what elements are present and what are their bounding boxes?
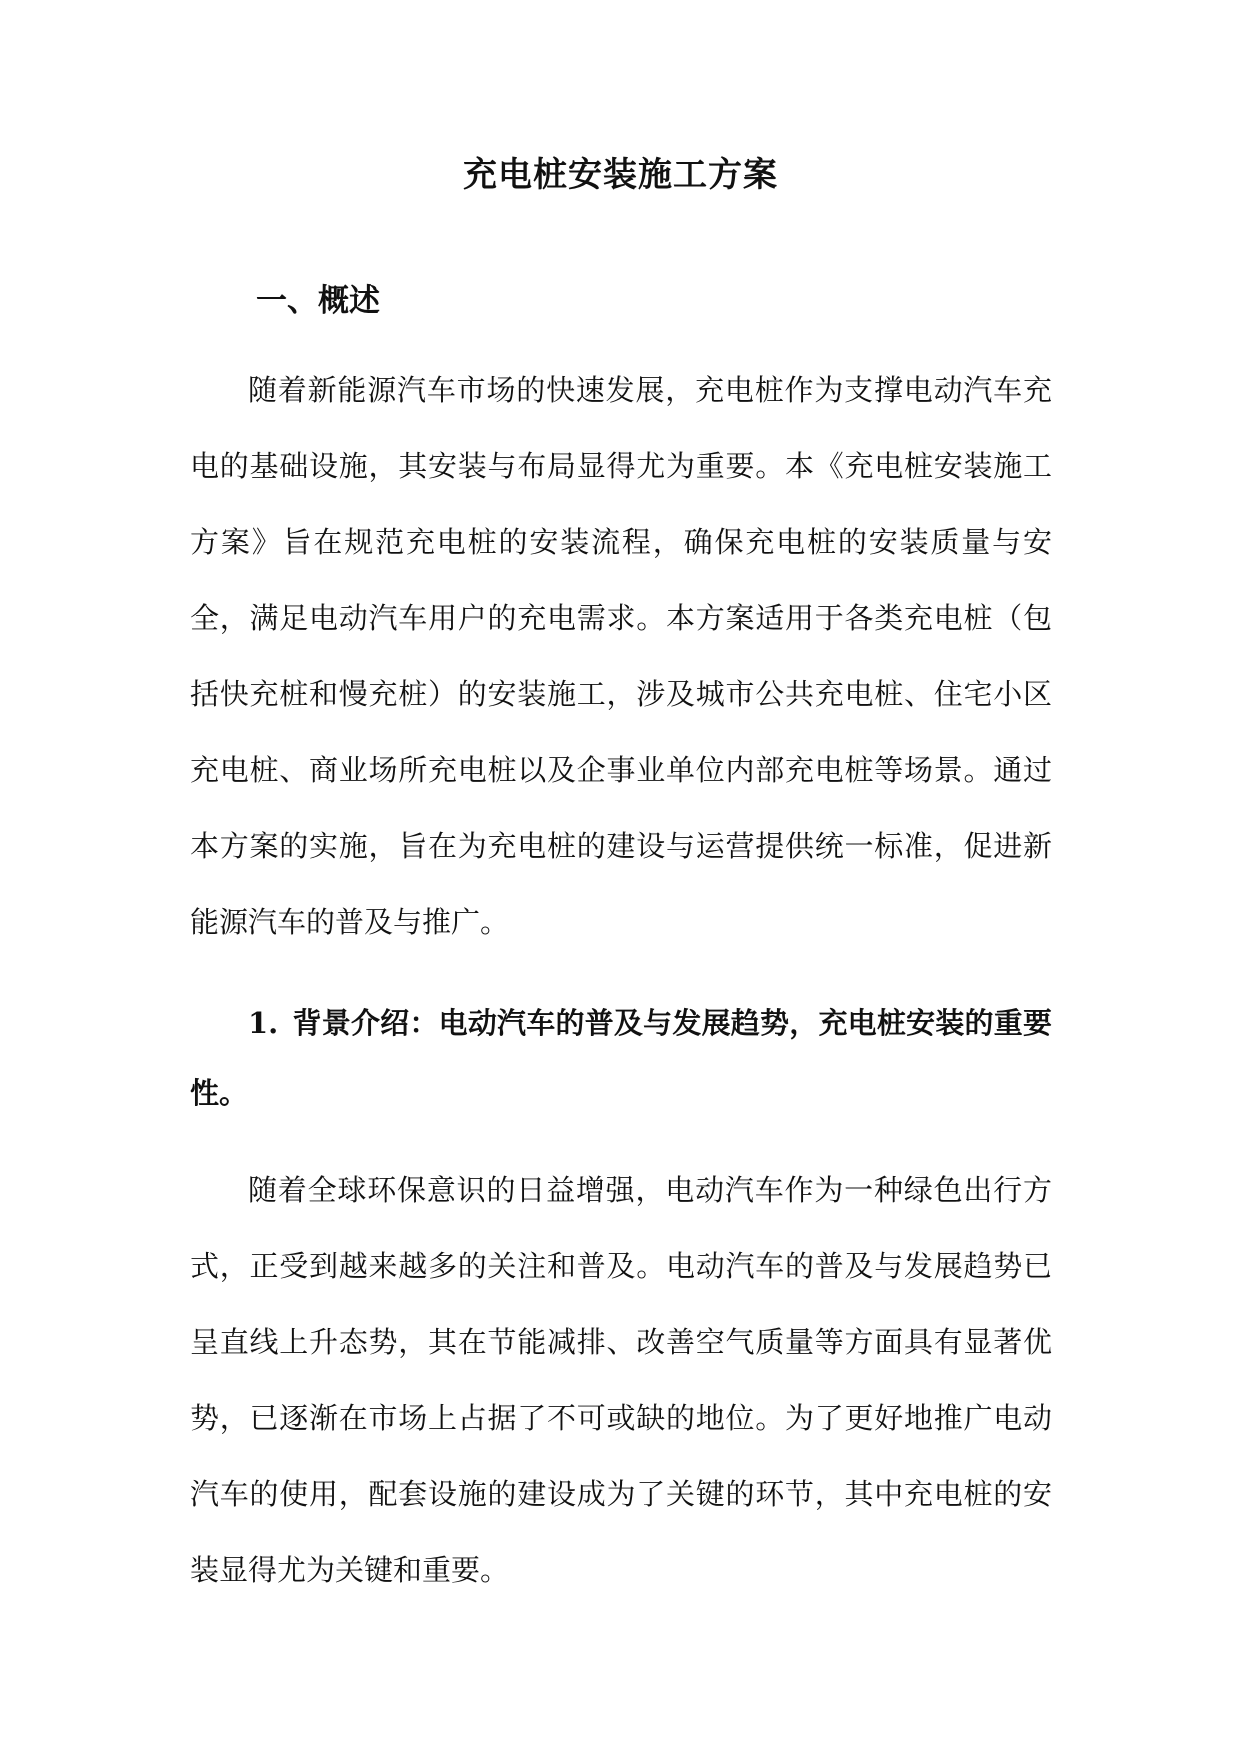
document-title: 充电桩安装施工方案: [463, 155, 778, 195]
numbered-subheading: [190, 988, 1052, 1128]
subheading-number: 1.: [248, 1006, 279, 1040]
subheading-text: 背景介绍：电动汽车的普及与发展趋势，充电桩安装的重要性。: [190, 1006, 1052, 1110]
section-heading: 一、概述: [256, 283, 380, 319]
background-paragraph: 随着全球环保意识的日益增强，电动汽车作为一种绿色出行方式，正受到越来越多的关注和普及。电动汽车的普及与发展趋势已呈直线上升态势，其在节能减排、改善空气质量等方面具有显著优势，已逐渐在市场上占据了不可或缺的地位。为了更好地推广电动汽车的使用，配套设施的建设成为了关键的环节，其中充电桩的安装显得尤为关键和重要。: [190, 1173, 1052, 1587]
overview-paragraph: 随着新能源汽车市场的快速发展，充电桩作为支撑电动汽车充电的基础设施，其安装与布局显得尤为重要。本《充电桩安装施工方案》旨在规范充电桩的安装流程，确保充电桩的安装质量与安全，满足电动汽车用户的充电需求。本方案适用于各类充电桩（包括快充桩和慢充桩）的安装施工，涉及城市公共充电桩、住宅小区充电桩、商业场所充电桩以及企事业单位内部充电桩等场景。通过本方案的实施，旨在为充电桩的建设与运营提供统一标准，促进新能源汽车的普及与推广。: [190, 373, 1052, 939]
